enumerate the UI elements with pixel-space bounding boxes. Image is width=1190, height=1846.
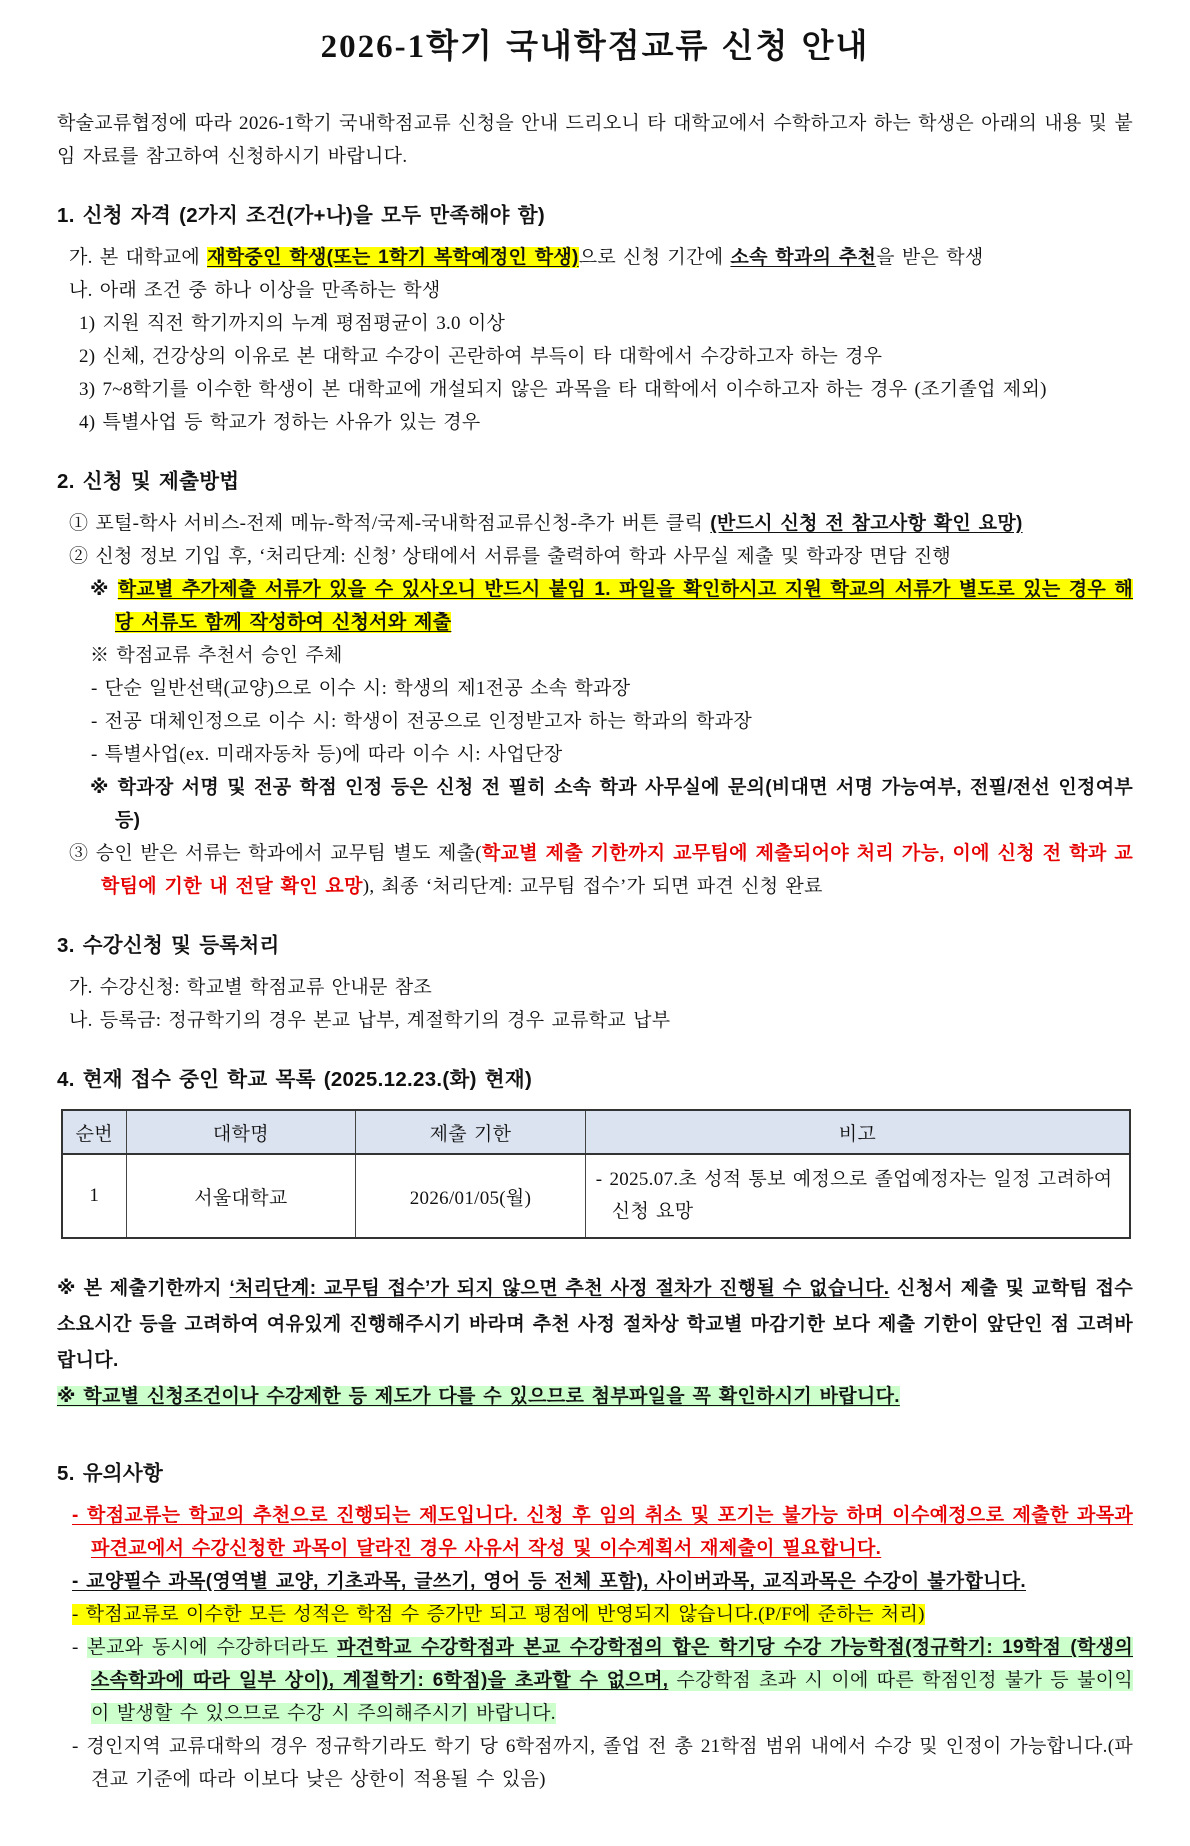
sec2-note-approver: ※ 학점교류 추천서 승인 주체	[90, 645, 343, 666]
sec1-subitem-2: 2) 신체, 건강상의 이유로 본 대학교 수강이 곤란하여 부득이 타 대학에서 수강하고자 하는 경우	[79, 346, 883, 367]
cell-university: 서울대학교	[126, 1154, 356, 1238]
sec5-pf-yellow-highlighted: - 학점교류로 이수한 모든 성적은 학점 수 증가만 되고 평점에 반영되지 않습니다.(P/F에 준하는 처리)	[72, 1604, 925, 1625]
warn1-prefix: ※ 본 제출기한까지	[57, 1278, 230, 1299]
cell-remarks	[585, 1154, 1130, 1238]
reference-mark: ※	[90, 579, 118, 600]
sec4-warning-deadline	[57, 1271, 1133, 1379]
cell-deadline: 2026/01/05(월)	[356, 1154, 586, 1238]
sec5-b4-dash: -	[72, 1637, 88, 1658]
section4-heading: 4. 현재 접수 중인 학교 목록 (2025.12.23.(화) 현재)	[57, 1068, 533, 1091]
sec5-bullet-gyeongin-region: - 경인지역 교류대학의 경우 정규학기라도 학기 당 6학점까지, 졸업 전 총 21학점 범위 내에서 수강 및 인정이 가능합니다.(파견교 기준에 따라 이보다 낮은 상한이 적용될 수 있음)	[72, 1736, 1134, 1790]
school-list-table	[61, 1109, 1131, 1239]
sec2-step3-prefix: ③ 승인 받은 서류는 학과에서 교무팀 별도 제출(	[69, 843, 482, 864]
sec1-ga-prefix: 가. 본 대학교에	[69, 247, 208, 268]
warn1-suffix: 신청서 제출 및 교학팀 접수 소요시간 등을 고려하여 여유있게 진행해주시기 바라며 추천 사정 절차상 학교별 마감기한 보다 제출 기한이 앞단인 점 고려바랍니다.	[57, 1278, 1133, 1371]
sec2-step1-text: ① 포털-학사 서비스-전제 메뉴-학적/국제-국내학점교류신청-추가 버튼 클릭	[69, 513, 711, 534]
sec2-approver-item-1: - 단순 일반선택(교양)으로 이수 시: 학생의 제1전공 소속 학과장	[91, 678, 631, 699]
sec4-warning-attachment	[57, 1379, 1133, 1415]
sec5-bullet-pass-fail	[57, 1598, 1133, 1631]
sec3-item-na: 나. 등록금: 정규학기의 경우 본교 납부, 계절학기의 경우 교류학교 납부	[69, 1010, 671, 1031]
section5-heading: 5. 유의사항	[57, 1462, 164, 1485]
sec5-bullet-no-cancel: - 학점교류는 학교의 추천으로 진행되는 제도입니다. 신청 후 임의 취소 및 포기는 불가능 하며 이수예정으로 제출한 과목과 파견교에서 수강신청한 과목이 달라진 경우 사유서 작성 및 이수계획서 재제출이 필요합니다.	[72, 1505, 1133, 1559]
sec5-b4-bold-limit: 파견학교 수강학점과 본교 수강학점의 합은 학기당 수강 가능학점(정규학기: 19학점 (학생의 소속학과에 따라 일부 상이), 계절학기: 6학점)을 초과할 수 없으며,	[91, 1637, 1134, 1691]
sec3-item-ga: 가. 수강신청: 학교별 학점교류 안내문 참조	[69, 977, 432, 998]
table-header-row	[62, 1110, 1130, 1154]
sec1-subitem-4: 4) 특별사업 등 학교가 정하는 사유가 있는 경우	[79, 412, 481, 433]
sec2-approver-item-3: - 특별사업(ex. 미래자동차 등)에 따라 이수 시: 사업단장	[91, 744, 563, 765]
cell-no: 1	[62, 1154, 126, 1238]
warn2-green-highlighted: ※ 학교별 신청조건이나 수강제한 등 제도가 다를 수 있으므로 첨부파일을 꼭 확인하시기 바랍니다.	[57, 1386, 900, 1407]
sec2-note-additional-docs	[57, 573, 1133, 639]
warn1-underlined: ‘처리단계: 교무팀 접수’가 되지 않으면 추천 사정 절차가 진행될 수 없습니다.	[229, 1278, 890, 1299]
col-header-deadline: 제출 기한	[356, 1110, 586, 1154]
sec2-step3-suffix: ), 최종 ‘처리단계: 교무팀 접수’가 되면 파견 신청 완료	[362, 876, 823, 897]
col-header-remarks: 비고	[585, 1110, 1130, 1154]
sec5-bullet-restricted-courses: - 교양필수 과목(영역별 교양, 기초과목, 글쓰기, 영어 등 전체 포함), 사이버과목, 교직과목은 수강이 불가합니다.	[72, 1571, 1027, 1592]
sec2-step-1	[57, 507, 1133, 540]
sec2-step-3	[57, 837, 1133, 903]
sec1-item-ga	[57, 241, 1133, 274]
cell-remarks-text: - 2025.07.초 성적 통보 예정으로 졸업예정자는 일정 고려하여 신청 요망	[595, 1169, 1113, 1222]
sec2-note-signature: ※ 학과장 서명 및 전공 학점 인정 등은 신청 전 필히 소속 학과 사무실에 문의(비대면 서명 가능여부, 전필/전선 인정여부 등)	[90, 777, 1133, 831]
school-list-table-wrap	[61, 1109, 1133, 1239]
sec2-approver-item-2: - 전공 대체인정으로 이수 시: 학생이 전공으로 인정받고자 하는 학과의 학과장	[91, 711, 752, 732]
sec2-step1-emphasis: (반드시 신청 전 참고사항 확인 요망)	[710, 513, 1023, 534]
col-header-university: 대학명	[126, 1110, 356, 1154]
sec2-step-2: ② 신청 정보 기입 후, ‘처리단계: 신청’ 상태에서 서류를 출력하여 학과 사무실 제출 및 학과장 면담 진행	[69, 546, 952, 567]
sec5-b4-suffix: 수강학점 초과 시 이에 따른 학점인정 불가 등 불이익이 발생할 수 있으므로 수강 시 주의해주시기 바랍니다.	[91, 1670, 1134, 1724]
intro-paragraph: 학술교류협정에 따라 2026-1학기 국내학점교류 신청을 안내 드리오니 타 대학교에서 수학하고자 하는 학생은 아래의 내용 및 붙임 자료를 참고하여 신청하시기 바랍니다.	[57, 113, 1133, 167]
section1-heading: 1. 신청 자격 (2가지 조건(가+나)을 모두 만족해야 함)	[57, 204, 545, 227]
table-row	[62, 1154, 1130, 1238]
sec2-note1-highlighted: 학교별 추가제출 서류가 있을 수 있사오니 반드시 붙임 1. 파일을 확인하시고 지원 학교의 서류가 별도로 있는 경우 해당 서류도 함께 작성하여 신청서와 제출	[115, 579, 1133, 633]
sec1-ga-mid: 으로 신청 기간에	[578, 247, 731, 268]
sec5-b4-intro: 본교와 동시에 수강하더라도	[87, 1637, 338, 1658]
sec5-b4-green-block	[87, 1637, 1133, 1724]
section3-heading: 3. 수강신청 및 등록처리	[57, 934, 280, 957]
sec1-subitem-1: 1) 지원 직전 학기까지의 누계 평점평균이 3.0 이상	[79, 313, 506, 334]
sec1-ga-suffix: 을 받은 학생	[876, 247, 984, 268]
section2-heading: 2. 신청 및 제출방법	[57, 470, 240, 493]
sec5-bullet-credit-limit	[57, 1631, 1133, 1730]
sec1-item-na: 나. 아래 조건 중 하나 이상을 만족하는 학생	[69, 280, 441, 301]
page-title: 2026-1학기 국내학점교류 신청 안내	[320, 29, 870, 65]
sec2-step3-red-warning: 학교별 제출 기한까지 교무팀에 제출되어야 처리 가능, 이에 신청 전 학과 교학팀에 기한 내 전달 확인 요망	[101, 843, 1133, 897]
sec1-subitem-3: 3) 7~8학기를 이수한 학생이 본 대학교에 개설되지 않은 과목을 타 대학에서 이수하고자 하는 경우 (조기졸업 제외)	[79, 379, 1047, 400]
sec1-ga-underlined-text: 소속 학과의 추천	[730, 247, 877, 268]
sec1-ga-highlighted-text: 재학중인 학생(또는 1학기 복학예정인 학생)	[207, 247, 579, 268]
col-header-no: 순번	[62, 1110, 126, 1154]
